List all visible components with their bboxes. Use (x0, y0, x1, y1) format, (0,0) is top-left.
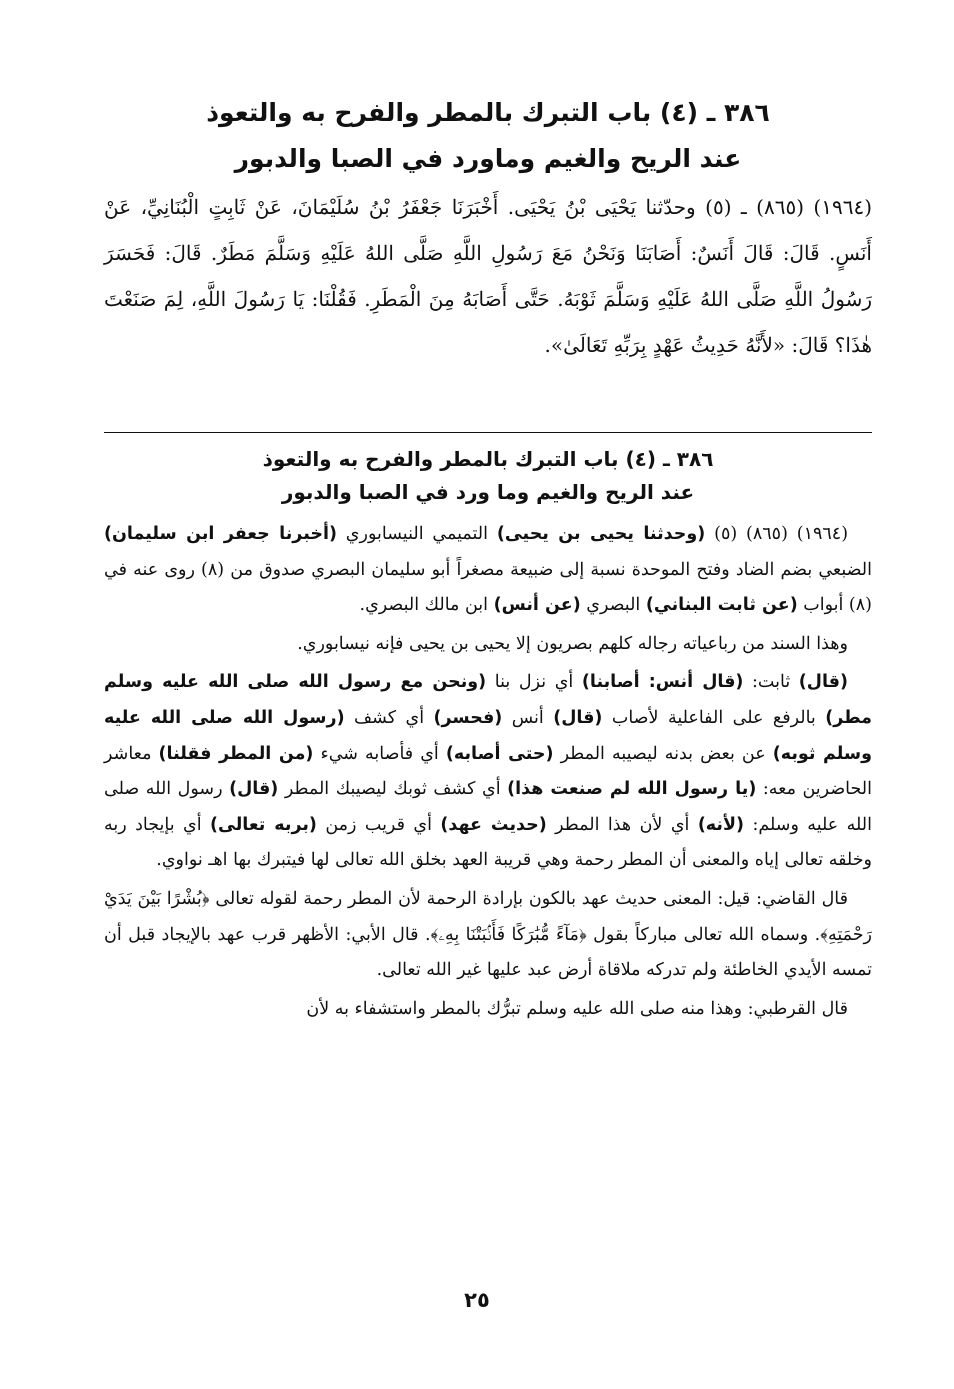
quoted-matn-text: (قال) (553, 707, 603, 728)
quoted-matn-text: (يا رسول الله لم صنعت هذا) (507, 779, 757, 800)
quoted-matn-text: (عن أنس) (493, 595, 581, 616)
quoted-matn-text: (فحسر) (433, 707, 503, 728)
quoted-matn-text: (قال أنس: أصابنا) (581, 672, 744, 693)
commentary-text: قال القرطبي: وهذا منه صلى الله عليه وسلم تبرُّك بالمطر واستشفاء به لأن (306, 998, 848, 1019)
quoted-matn-text: (من المطر فقلنا) (158, 743, 314, 764)
sharh-section (104, 443, 872, 1027)
commentary-text: أي فأصابه شيء (313, 743, 446, 764)
commentary-paragraph (104, 882, 872, 989)
commentary-paragraph (104, 992, 872, 1028)
quoted-matn-text: (رسول الله صلى الله عليه وسلم ثوبه) (104, 707, 872, 764)
commentary-text: (١٩٦٤) (٨٦٥) (٥) (705, 524, 849, 544)
commentary-paragraph (104, 665, 872, 879)
matn-section (104, 90, 872, 368)
quoted-matn-text: (حديث عهد) (440, 814, 547, 835)
matn-chapter-subtitle: عند الريح والغيم وماورد في الصبا والدبور (234, 144, 742, 173)
commentary-text: البصري (580, 595, 646, 616)
matn-chapter-title: ٣٨٦ ـ (٤) باب التبرك بالمطر والفرح به والتعوذ (206, 98, 770, 127)
quoted-matn-text: (وحدثنا يحيى بن يحيى) (496, 524, 706, 544)
commentary-text: أي بإيجاد ربه وخلقه تعالى إياه والمعنى أن المطر رحمة وهي قريبة العهد بخلق الله تعالى لها فيتبرك بها اهـ نواوي. (104, 814, 872, 871)
quoted-matn-text: (أخبرنا جعفر ابن سليمان) (104, 524, 337, 544)
commentary-text: رسول الله صلى الله عليه وسلم: (104, 779, 872, 835)
commentary-text: عن بعض بدنه ليصيبه المطر (553, 743, 773, 764)
quoted-matn-text: (ونحن مع رسول الله صلى الله عليه وسلم مطر) (104, 672, 873, 728)
commentary-body (104, 517, 872, 1027)
page-number: ٢٥ (464, 1288, 490, 1312)
quoted-matn-text: (بربه تعالى) (210, 814, 317, 835)
commentary-paragraph (104, 517, 872, 624)
commentary-text: بالرفع على الفاعلية لأصاب (602, 707, 826, 728)
section-divider (104, 432, 872, 433)
commentary-text: ابن مالك البصري. (359, 595, 494, 616)
commentary-text: التميمي النيسابوري (336, 524, 497, 544)
quoted-matn-text: (حتى أصابه) (445, 743, 554, 764)
matn-hadith-text: (١٩٦٤) (٨٦٥) ـ (٥) وحدّثنا يَحْيَى بْنُ يَحْيَى. أَخْبَرَنَا جَعْفَرُ بْنُ سُلَيْمَانَ، عَنْ ثَابِتٍ الْبُنَانِيِّ، عَنْ أَنَسٍ. قَالَ: قَالَ أَنَسٌ: أَصَابَنَا وَنَحْنُ مَعَ رَسُولِ اللَّهِ صَلَّى اللهُ عَلَيْهِ وَسَلَّمَ مَطَرٌ. قَالَ: فَحَسَرَ رَسُولُ اللَّهِ صَلَّى اللهُ عَلَيْهِ وَسَلَّمَ ثَوْبَهُ. حَتَّى أَصَابَهُ مِنَ الْمَطَرِ. فَقُلْنَا: يَا رَسُولَ اللَّهِ، لِمَ صَنَعْتَ هٰذَا؟ قَالَ: «لأَنَّهُ حَدِيثُ عَهْدٍ بِرَبِّهِ تَعَالَىٰ». (104, 195, 872, 357)
commentary-paragraph (104, 627, 872, 663)
quoted-matn-text: (عن ثابت البناني) (645, 595, 798, 616)
sharh-chapter-subtitle: عند الريح والغيم وما ورد في الصبا والدبور (281, 480, 695, 504)
commentary-text: أي لأن هذا المطر (546, 814, 698, 835)
commentary-text: وهذا السند من رباعياته رجاله كلهم بصريون إلا يحيى بن يحيى فإنه نيسابوري. (297, 633, 848, 654)
commentary-text: أي كشف (344, 707, 434, 728)
quoted-matn-text: (لأنه) (697, 814, 745, 835)
commentary-text: ثابت: (743, 672, 799, 693)
commentary-text: أي قريب زمن (316, 814, 441, 835)
commentary-text: أي كشف ثوبك ليصيبك المطر (278, 779, 508, 800)
quoted-matn-text: (قال) (229, 779, 279, 800)
commentary-text: معاشر الحاضرين معه: (104, 743, 873, 800)
page (104, 90, 872, 1030)
quoted-matn-text: (قال) (798, 672, 849, 693)
commentary-text: أنس (502, 707, 554, 728)
sharh-chapter-title: ٣٨٦ ـ (٤) باب التبرك بالمطر والفرح به والتعوذ (262, 447, 714, 471)
commentary-text: الضبعي بضم الضاد وفتح الموحدة نسبة إلى ضبيعة مصغراً أبو سليمان البصري صدوق من (٨) روى عنه في (٨) أبواب (104, 559, 873, 616)
commentary-text: قال القاضي: قيل: المعنى حديث عهد بالكون بإرادة الرحمة لأن المطر رحمة لقوله تعالى ﴿بُشْرًا بَيْنَ يَدَيْ رَحْمَتِهِ﴾. وسماه الله تعالى مباركاً بقول ﴿مَآءً مُّبَٰرَكًا فَأَنۢبَتْنَا بِهِۦ﴾. قال الأبي: الأظهر قرب عهد بالإيجاد قبل أن تمسه الأيدي الخاطئة ولم تدركه ملاقاة أرض عبد عليها غير الله تعالى. (104, 888, 872, 981)
commentary-text: أي نزل بنا (486, 672, 582, 693)
